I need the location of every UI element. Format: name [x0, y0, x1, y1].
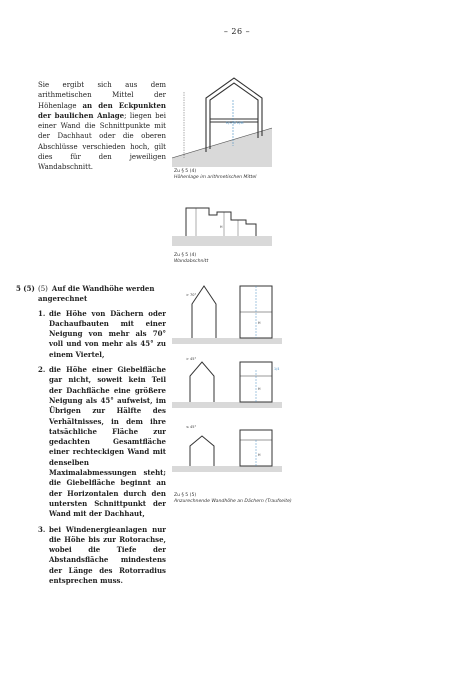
figure2-caption-ref: Zu § 5 (4): [174, 253, 197, 258]
stepped-wall-outline: [186, 208, 256, 236]
example-steep-roof: [172, 286, 282, 344]
figure2-caption: [174, 253, 208, 265]
item-number: 2.: [38, 365, 46, 375]
angle-label-2: > 45°: [186, 357, 197, 361]
figure2-caption-title: Wandabschnitt: [174, 259, 209, 265]
intro-paragraph: [38, 80, 166, 173]
list-item: [38, 525, 166, 587]
paragraph-number: (5): [38, 285, 48, 293]
section-5-5: [38, 284, 166, 591]
item-text: die Höhe einer Giebelfläche gar nicht, soweit kein Teil der Dachfläche eine größere Neigung als 45° aufweist, im Übrigen zur Hälfte des Verhältnisses, in dem ihre tatsächliche Fläche zur gedachten Gesamtfläche einer rechteckigen Wand mit denselben Maximalabmessungen steht; die Giebelfläche beginnt an der Horizontalen durch den untersten Schnittpunkt der Wand mit der Dachhaut,: [49, 365, 166, 519]
label-h-2: H: [258, 387, 261, 391]
label-h-3: H: [258, 453, 261, 457]
figure3-caption: [174, 493, 294, 505]
list-item: [38, 365, 166, 519]
example-medium-roof: [172, 357, 282, 408]
figure1-caption-title: Höhenlage im arithmetischen Mittel: [174, 175, 257, 181]
figure1-caption: [174, 169, 256, 181]
intro-text-bold: an den Eckpunkten der baulichen Anlage: [38, 100, 166, 120]
item-text: die Höhe von Dächern oder Dachaufbauten mit einer Neigung von mehr als 70° voll und von mehr als 45° zu einem Viertel,: [49, 308, 166, 359]
figure1-caption-ref: Zu § 5 (4): [174, 169, 197, 174]
intro-text-after: ; liegen bei einer Wand die Schnittpunkte mit der Dachhaut oder die oberen Abschlüsse verschieden hoch, gilt dies für den jeweiligen Wandabschnitt.: [38, 111, 166, 172]
label-h: H: [220, 225, 223, 229]
margin-section-number: 5 (5): [16, 284, 35, 293]
heading-text: Auf die Wandhöhe werden angerechnet: [38, 284, 155, 304]
label-mean-height: H/= Ø H/M: [226, 121, 244, 125]
angle-label-3: ≤ 45°: [186, 425, 197, 429]
example-shallow-roof: [172, 425, 282, 472]
figure-dachneigung: [172, 280, 282, 490]
list-item: [38, 309, 166, 360]
item-text: bei Windenergieanlagen nur die Höhe bis zur Rotorachse, wobei die Tiefe der Abstandsfläche mindestens der Länge des Rotorradius entsprechen muss.: [49, 524, 166, 586]
angle-label-1: > 70°: [186, 293, 197, 297]
item-number: 3.: [38, 524, 46, 534]
terrain-slope: [172, 128, 272, 167]
item-number: 1.: [38, 308, 46, 318]
page-number: – 26 –: [223, 27, 251, 36]
label-h-1: H: [258, 321, 261, 325]
label-fraction: 1/4: [274, 367, 280, 371]
figure-hoehenlage: [172, 72, 272, 167]
section-heading: [38, 284, 166, 305]
terrain-flat: [172, 236, 272, 246]
figure3-caption-ref: Zu § 5 (5): [174, 493, 197, 498]
intro-text-before: Sie ergibt sich aus dem arithmetischen Mittel der Höhenlage: [38, 81, 166, 110]
figure3-caption-title: Anzurechnende Wandhöhe an Dächern (Traufseite): [174, 499, 292, 505]
figure-wandabschnitt: [172, 198, 272, 246]
item-list: [38, 309, 166, 587]
